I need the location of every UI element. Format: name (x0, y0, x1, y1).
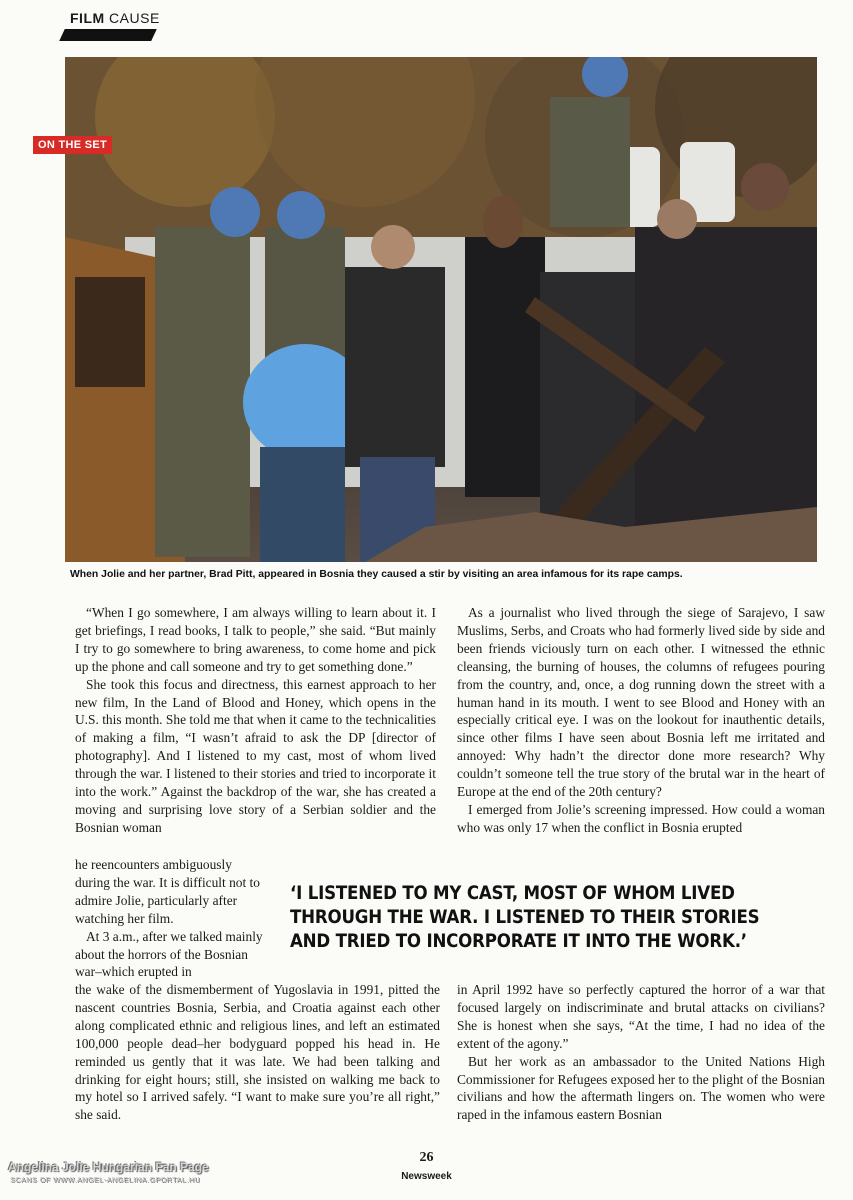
film-set-photo (65, 57, 817, 562)
photo-caption: When Jolie and her partner, Brad Pitt, appeared in Bosnia they caused a stir by visiting an area infamous for its rape camps. (70, 569, 683, 580)
left-column-top (75, 604, 436, 837)
paragraph: the wake of the dismemberment of Yugoslavia in 1991, pitted the nascent countries Bosnia, Serbia, and Croatia against each other along complicated ethnic and religious lines, and left an estimated 100,000 people dead–her bodyguard popped his head in. He reminded us gently that it was late. We had been talking and drinking for eight hours; still, she insisted on walking me back to my hotel so I arrived safely. “I want to make sure you’re all right,” she said. (75, 982, 440, 1123)
section-label-cause: CAUSE (109, 10, 160, 26)
left-column-bottom (75, 981, 440, 1124)
watermark-url: SCANS OF WWW.ANGEL-ANGELINA.GPORTAL.HU (10, 1177, 201, 1184)
magazine-name: Newsweek (401, 1171, 452, 1182)
right-column-bottom (457, 981, 825, 1124)
paragraph: he reencounters ambiguously during the war. It is difficult not to admire Jolie, particularly after watching her film. (75, 857, 260, 926)
watermark: Angelina Jolie Hungarian Fan Page (8, 1160, 209, 1174)
left-column-narrow (75, 856, 268, 981)
paragraph: “When I go somewhere, I am always willing to learn about it. I get briefings, I read books, I talk to people,” she said. “But mainly I try to go somewhere to bring awareness, to come home and pick up the phone and call someone and try to get something done.” (75, 605, 436, 674)
paragraph: I emerged from Jolie’s screening impressed. How could a woman who was only 17 when the conflict in Bosnia erupted (457, 801, 825, 835)
paragraph: At 3 a.m., after we talked mainly about the horrors of the Bosnian war–which erupted in (75, 928, 263, 980)
section-label-film: FILM (70, 10, 105, 26)
paragraph: As a journalist who lived through the siege of Sarajevo, I saw Muslims, Serbs, and Croats who had formerly lived side by side and been friends viciously turn on each other. I witnessed the ethnic cleansing, the burning of houses, the columns of refugees pouring from the country, and, once, a dog running down the street with a human hand in its mouth. I went to see Blood and Honey with an especially critical eye. I was on the lookout for inauthentic details, since other films I have seen about Bosnia left me irritated and annoyed: Why hadn’t the director done more research? Why couldn’t someone tell the true story of the brutal war in the heart of Europe at the end of the 20th century? (457, 605, 825, 800)
page-number: 26 (419, 1150, 434, 1165)
photo-illustration (65, 57, 817, 562)
paragraph: But her work as an ambassador to the United Nations High Commissioner for Refugees exposed her to the plight of the Bosnian civilians and how the aftermath lingers on. The women who were raped in the infamous eastern Bosnian (457, 1053, 825, 1123)
on-the-set-badge: ON THE SET (33, 136, 112, 154)
section-header (70, 10, 160, 28)
paragraph: She took this focus and directness, this earnest approach to her new film, In the Land of Blood and Honey, which opens in the U.S. this month. She told me that when it came to the technicalities of making a film, “I wasn’t afraid to ask the DP [director of photography]. And I listened to my cast, most of whom lived through the war. I listened to their stories and tried to incorporate it into the work.” Against the backdrop of the war, she has created a moving and surprising love story of a Serbian soldier and the Bosnian woman (75, 676, 436, 835)
header-rule (59, 29, 157, 41)
paragraph: in April 1992 have so perfectly captured the horror of a war that focused largely on indiscriminate and brutal attacks on civilians? She is honest when she says, “At the time, I had no idea of the extent of the agony.” (457, 982, 825, 1051)
right-column-top (457, 604, 825, 837)
pull-quote: ‘I LISTENED TO MY CAST, MOST OF WHOM LIVED THROUGH THE WAR. I LISTENED TO THEIR STORIES AND TRIED TO INCORPORATE IT INTO THE WORK.’ (290, 883, 760, 952)
